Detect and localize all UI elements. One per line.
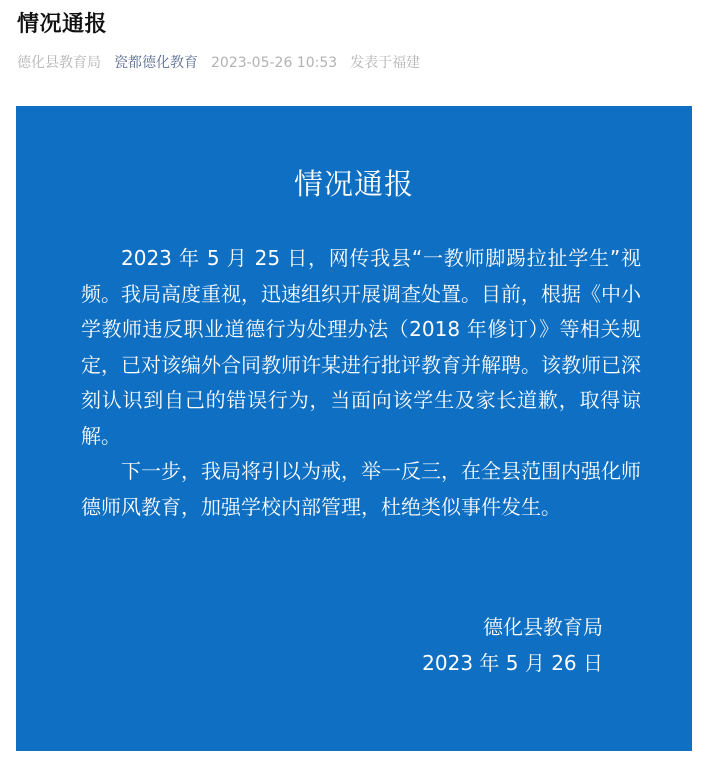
notice-heading: 情况通报 — [293, 167, 414, 201]
signature-date: 2023 年 5 月 26 日 — [422, 650, 603, 675]
notice-signature — [422, 610, 603, 681]
signature-org: 德化县教育局 — [483, 615, 603, 639]
notice-paragraph: 下一步，我局将引以为戒，举一反三，在全县范围内强化师德师风教育，加强学校内部管理，杜绝类似事件发生。 — [81, 459, 641, 519]
notice-paragraph: 2023 年 5 月 25 日，网传我县“一教师脚踢拉扯学生”视频。我局高度重视，迅速组织开展调查处置。目前，根据《中小学教师违反职业道德行为处理办法（2018 年修订）》等相关规定，已对该编外合同教师许某进行批评教育并解聘。该教师已深刻认识到自己的错误行为，当面向该学生及家长道歉，取得谅解。 — [81, 246, 641, 448]
publish-location: 发表于福建 — [350, 55, 421, 71]
article-meta — [17, 53, 433, 73]
publish-datetime: 2023-05-26 10:53 — [211, 55, 338, 71]
notice-body — [81, 241, 641, 525]
account-link[interactable]: 瓷都德化教育 — [114, 55, 198, 71]
notice-image[interactable] — [16, 106, 692, 751]
article-title: 情况通报 — [17, 12, 108, 37]
author-name: 德化县教育局 — [17, 55, 101, 71]
